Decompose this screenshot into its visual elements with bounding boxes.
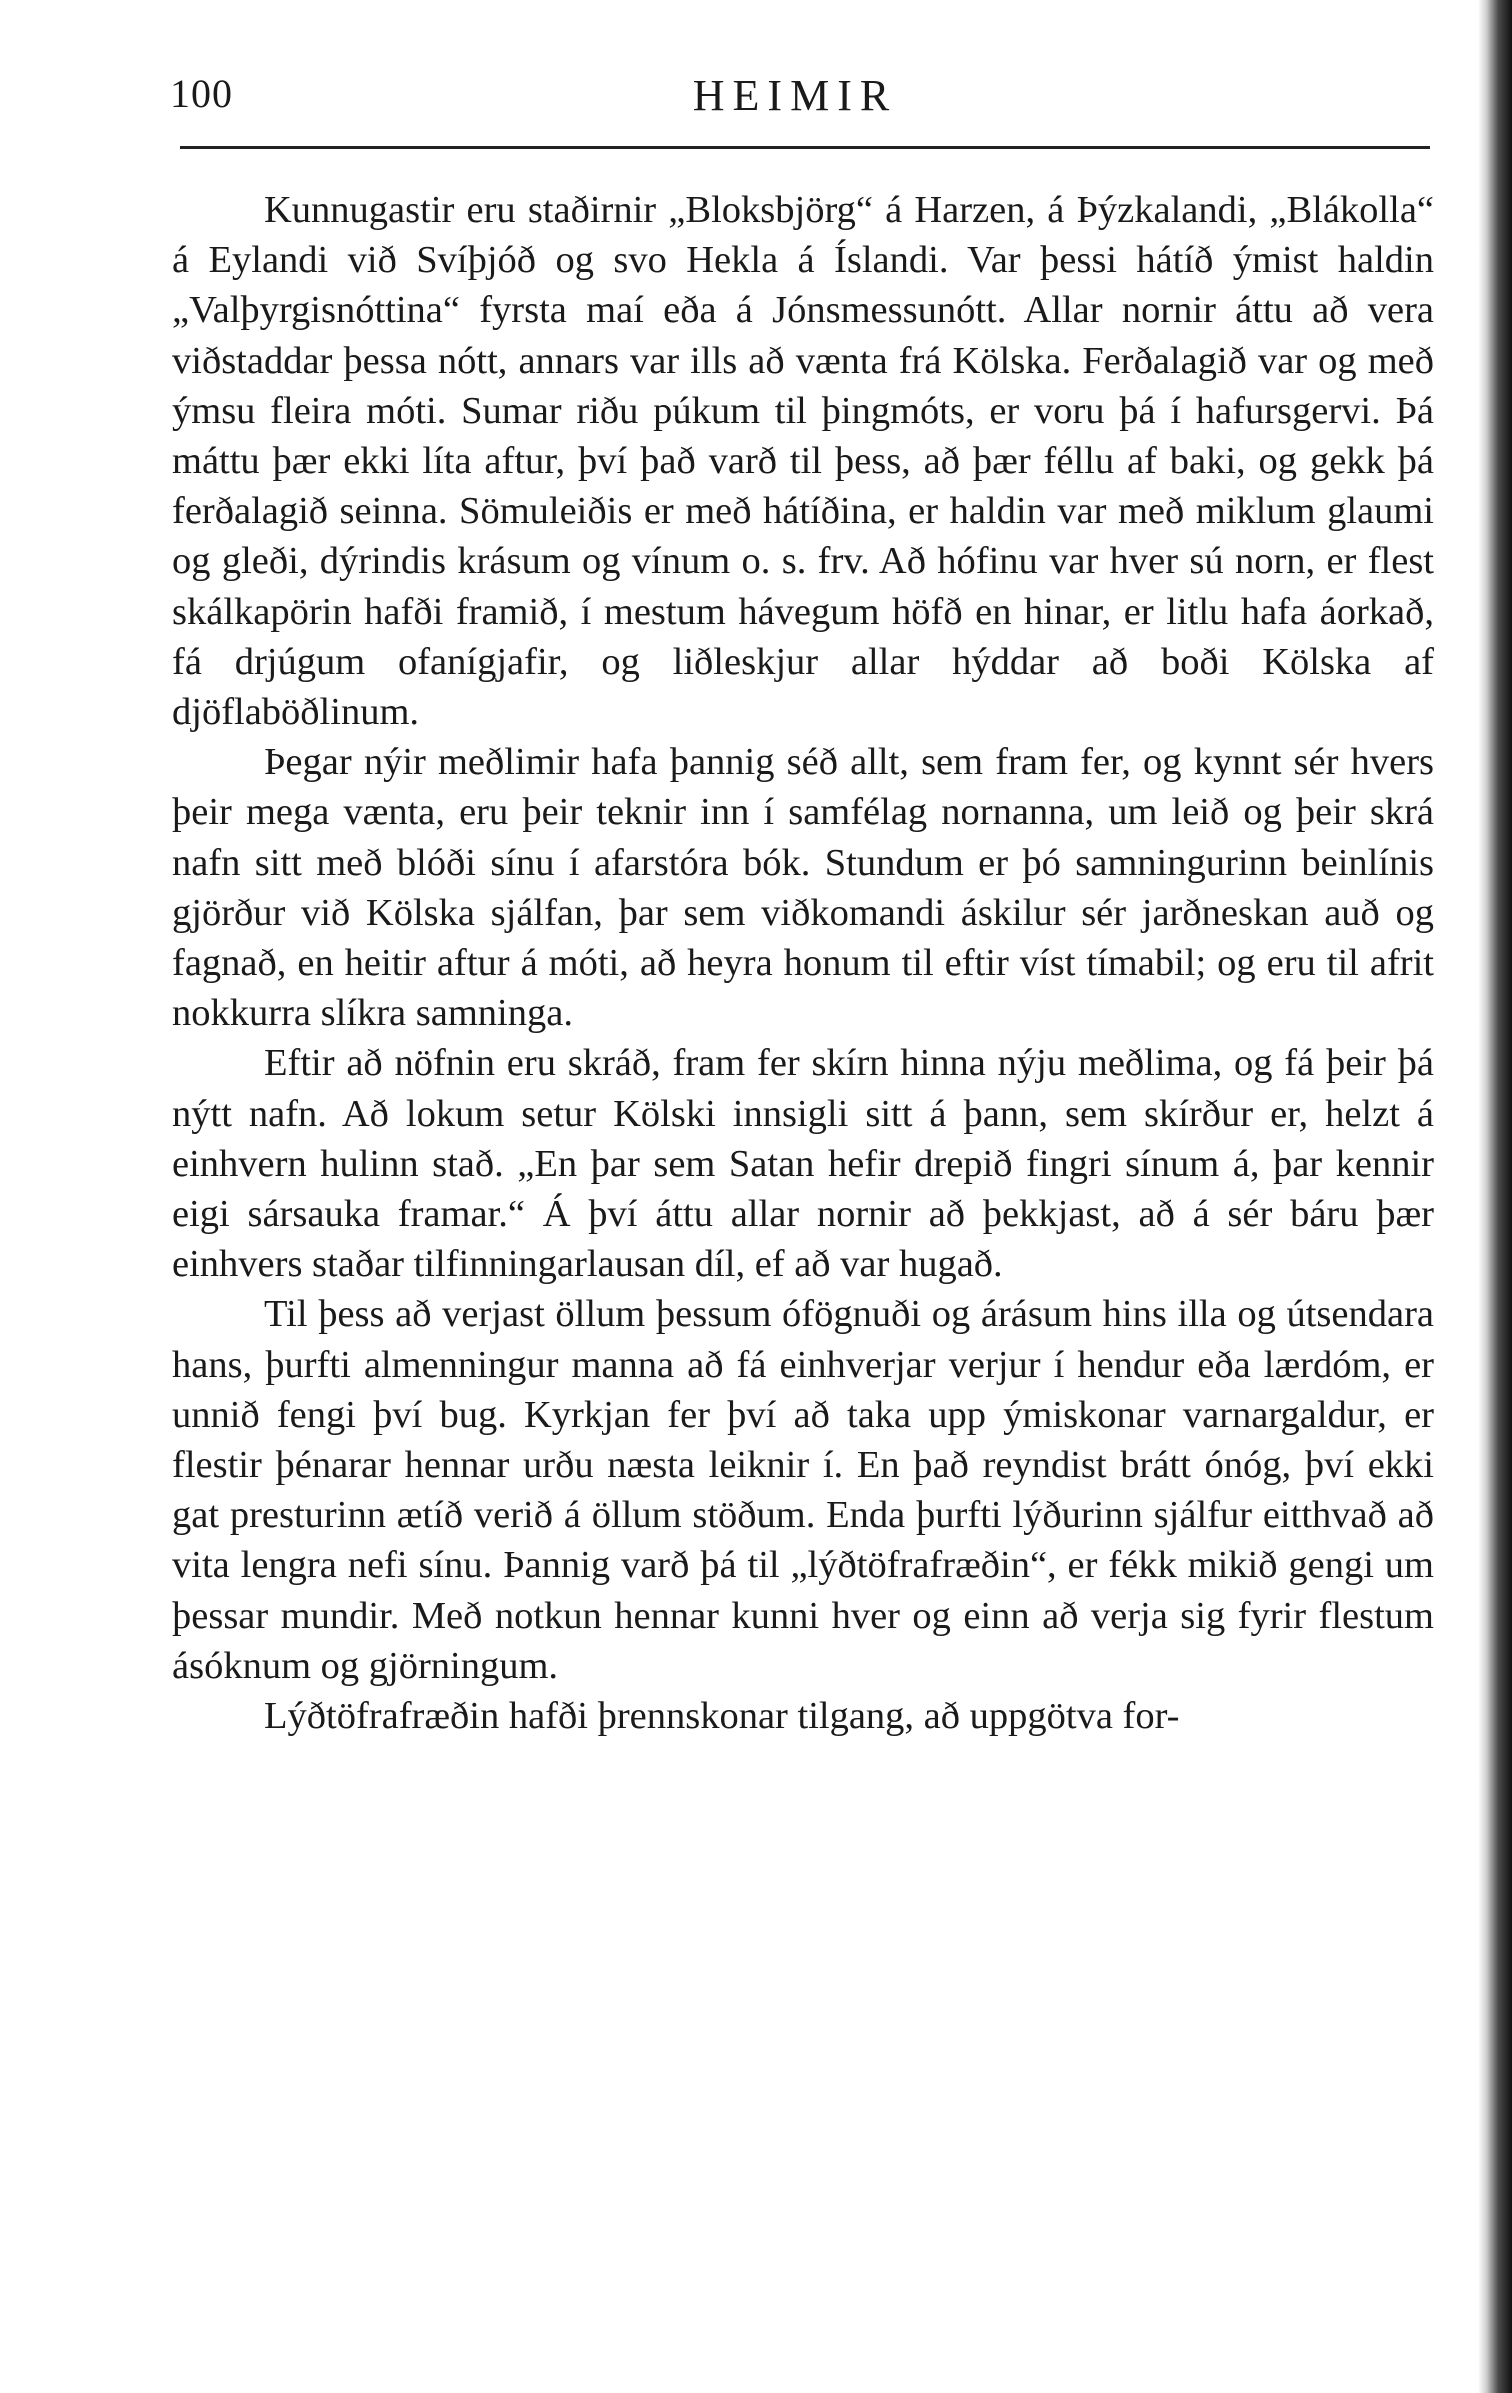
- body-text: [172, 185, 1434, 1741]
- paragraph: Kunnugastir eru staðirnir „Bloksbjörg“ á Harzen, á Þýzkalandi, „Blákolla“ á Eylandi við Svíþjóð og svo Hekla á Íslandi. Var þessi hátíð ýmist haldin „Valþyrgisnóttina“ fyrsta maí eða á Jónsmessunótt. Allar nornir áttu að vera viðstaddar þessa nótt, annars var ills að vænta frá Kölska. Ferðalagið var og með ýmsu fleira móti. Sumar riðu púkum til þingmóts, er voru þá í hafursgervi. Þá máttu þær ekki líta aftur, því það varð til þess, að þær féllu af baki, og gekk þá ferðalagið seinna. Sömuleiðis er með hátíðina, er haldin var með miklum glaumi og gleði, dýrindis krásum og vínum o. s. frv. Að hófinu var hver sú norn, er flest skálkapörin hafði framið, í mestum hávegum höfð en hinar, er litlu hafa áorkað, fá drjúgum ofanígjafir, og liðleskjur allar hýddar að boði Kölska af djöflaböðlinum.: [172, 189, 1434, 734]
- paragraph: Til þess að verjast öllum þessum ófögnuði og árásum hins illa og útsendara hans, þurfti almenningur manna að fá einhverjar verjur í hendur eða lærdóm, er unnið fengi því bug. Kyrkjan fer því að taka upp ýmiskonar varnargaldur, er flestir þénarar hennar urðu næsta leiknir í. En það reyndist brátt ónóg, því ekki gat presturinn ætíð verið á öllum stöðum. Enda þurfti lýðurinn sjálfur eitthvað að vita lengra nefi sínu. Þannig varð þá til „lýðtöfrafræðin“, er fékk mikið gengi um þessar mundir. Með notkun hennar kunni hver og einn að verja sig fyrir flestum ásóknum og gjörningum.: [172, 1293, 1434, 1687]
- paragraph: Þegar nýir meðlimir hafa þannig séð allt, sem fram fer, og kynnt sér hvers þeir mega vænta, eru þeir teknir inn í samfélag nornanna, um leið og þeir skrá nafn sitt með blóði sínu í afarstóra bók. Stundum er þó samningurinn beinlínis gjörður við Kölska sjálfan, þar sem viðkomandi áskilur sér jarðneskan auð og fagnað, en heitir aftur á móti, að heyra honum til eftir víst tímabil; og eru til afrit nokkurra slíkra samninga.: [172, 741, 1434, 1035]
- page-header: [170, 70, 1420, 130]
- paragraph: Lýðtöfrafræðin hafði þrennskonar tilgang, að uppgötva for-: [264, 1695, 1180, 1738]
- page-number: 100: [170, 71, 233, 116]
- page-edge-shadow: [1478, 0, 1512, 2393]
- paragraph: Eftir að nöfnin eru skráð, fram fer skírn hinna nýju meðlima, og fá þeir þá nýtt nafn. Að lokum setur Kölski innsigli sitt á þann, sem skírður er, helzt á einhvern hulinn stað. „En þar sem Satan hefir drepið fingri sínum á, þar kennir eigi sársauka framar.“ Á því áttu allar nornir að þekkjast, að á sér báru þær einhvers staðar tilfinningarlausan díl, ef að var hugað.: [172, 1042, 1434, 1286]
- header-rule: [180, 146, 1430, 149]
- running-head: HEIMIR: [692, 71, 898, 120]
